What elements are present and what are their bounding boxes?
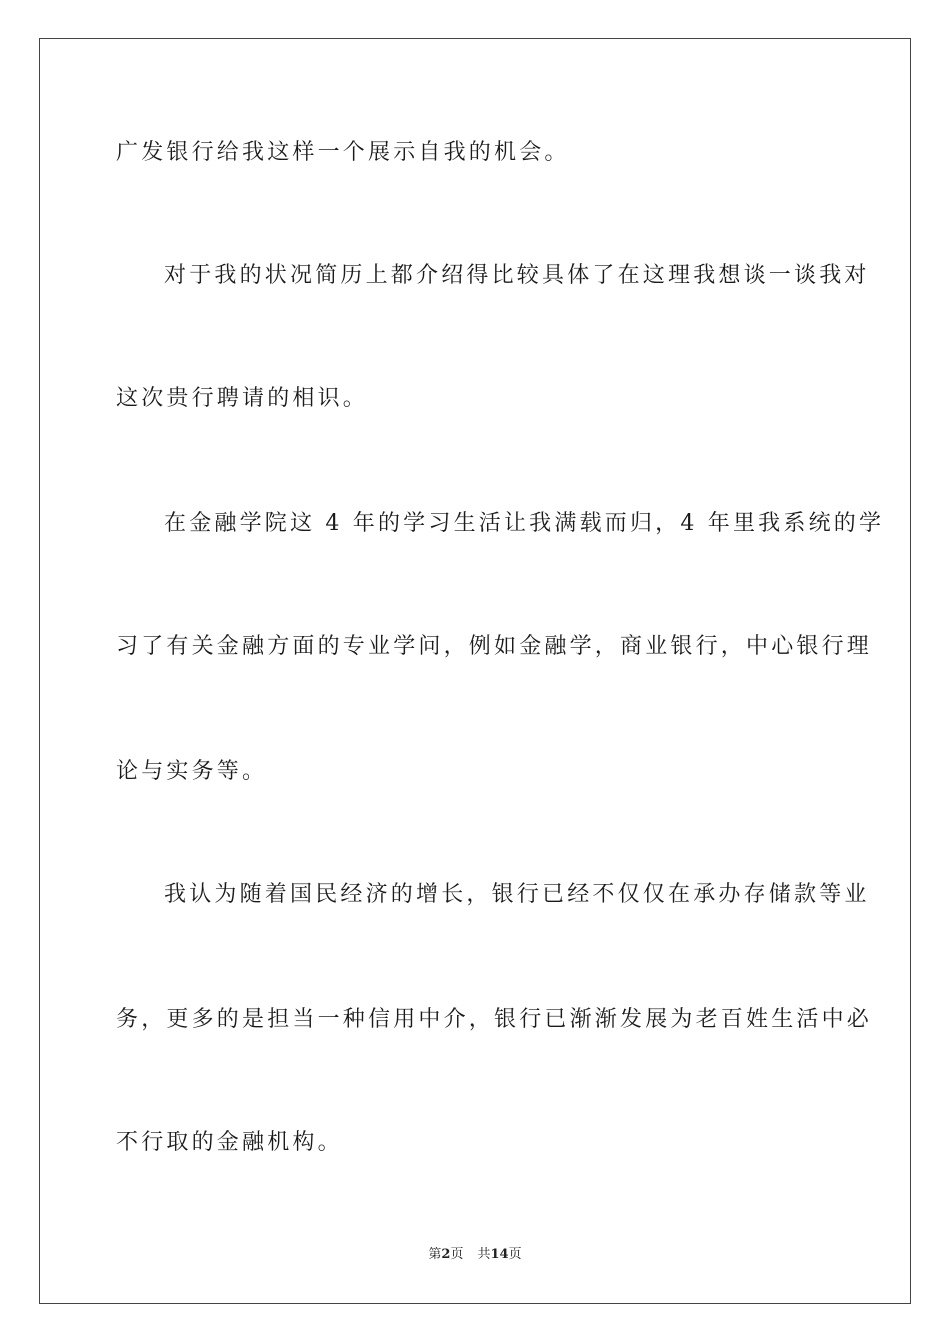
paragraph-line: 习了有关金融方面的专业学问，例如金融学，商业银行，中心银行理 (116, 634, 873, 659)
paragraph-line: 这次贵行聘请的相识。 (116, 386, 369, 411)
page-footer (0, 1246, 950, 1264)
paragraph-line: 我认为随着国民经济的增长，银行已经不仅仅在承办存储款等业 (164, 882, 870, 907)
paragraph-line: 论与实务等。 (116, 759, 268, 784)
page-border (39, 38, 911, 1304)
paragraph-line: 广发银行给我这样一个展示自我的机会。 (116, 140, 570, 165)
paragraph-line: 务，更多的是担当一种信用中介，银行已渐渐发展为老百姓生活中必 (116, 1007, 873, 1032)
paragraph-line: 对于我的状况简历上都介绍得比较具体了在这理我想谈一谈我对 (164, 263, 870, 288)
page-label-prefix: 第 (428, 1247, 442, 1262)
paragraph-line: 不行取的金融机构。 (116, 1130, 343, 1155)
page-number: 2 (441, 1247, 451, 1262)
paragraph-line: 在金融学院这 4 年的学习生活让我满载而归，4 年里我系统的学 (164, 511, 885, 536)
total-label-prefix: 共 (477, 1247, 491, 1262)
total-pages: 14 (490, 1247, 509, 1262)
total-label-suffix: 页 (508, 1247, 522, 1262)
page-label-suffix: 页 (450, 1247, 464, 1262)
